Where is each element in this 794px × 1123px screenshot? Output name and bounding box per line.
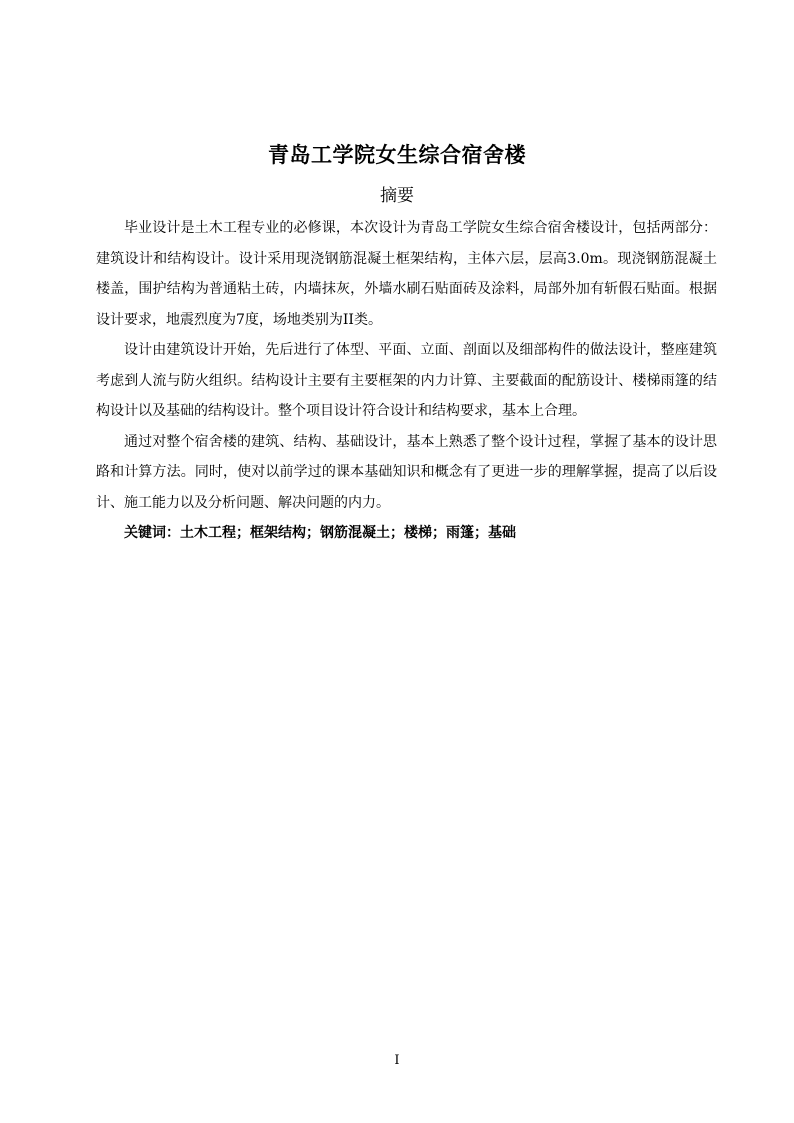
abstract-paragraph-3: 通过对整个宿舍楼的建筑、结构、基础设计，基本上熟悉了整个设计过程，掌握了基本的设计思路和计算方法。同时，使对以前学过的课本基础知识和概念有了更进一步的理解掌握，提高了以后设计、施工能力以及分析问题、解决问题的内力。 [96,433,717,511]
abstract-heading: 摘要 [380,186,414,206]
abstract-paragraph-2: 设计由建筑设计开始，先后进行了体型、平面、立面、剖面以及细部构件的做法设计，整座建筑考虑到人流与防火组织。结构设计主要有主要框架的内力计算、主要截面的配筋设计、楼梯雨篷的结构设计以及基础的结构设计。整个项目设计符合设计和结构要求，基本上合理。 [96,342,717,419]
abstract-body [96,213,717,549]
page-number: I [394,1053,400,1068]
document-title: 青岛工学院女生综合宿舍楼 [268,143,526,167]
keywords-line: 关键词：土木工程；框架结构；钢筋混凝土；楼梯；雨篷；基础 [124,525,516,541]
abstract-paragraph-1: 毕业设计是土木工程专业的必修课，本次设计为青岛工学院女生综合宿舍楼设计，包括两部分：建筑设计和结构设计。设计采用现浇钢筋混凝土框架结构，主体六层，层高3.0m。现浇钢筋混凝土楼盖，围护结构为普通粘土砖，内墙抹灰，外墙水刷石贴面砖及涂料，局部外加有斩假石贴面。根据设计要求，地震烈度为7度，场地类别为II类。 [96,220,717,328]
